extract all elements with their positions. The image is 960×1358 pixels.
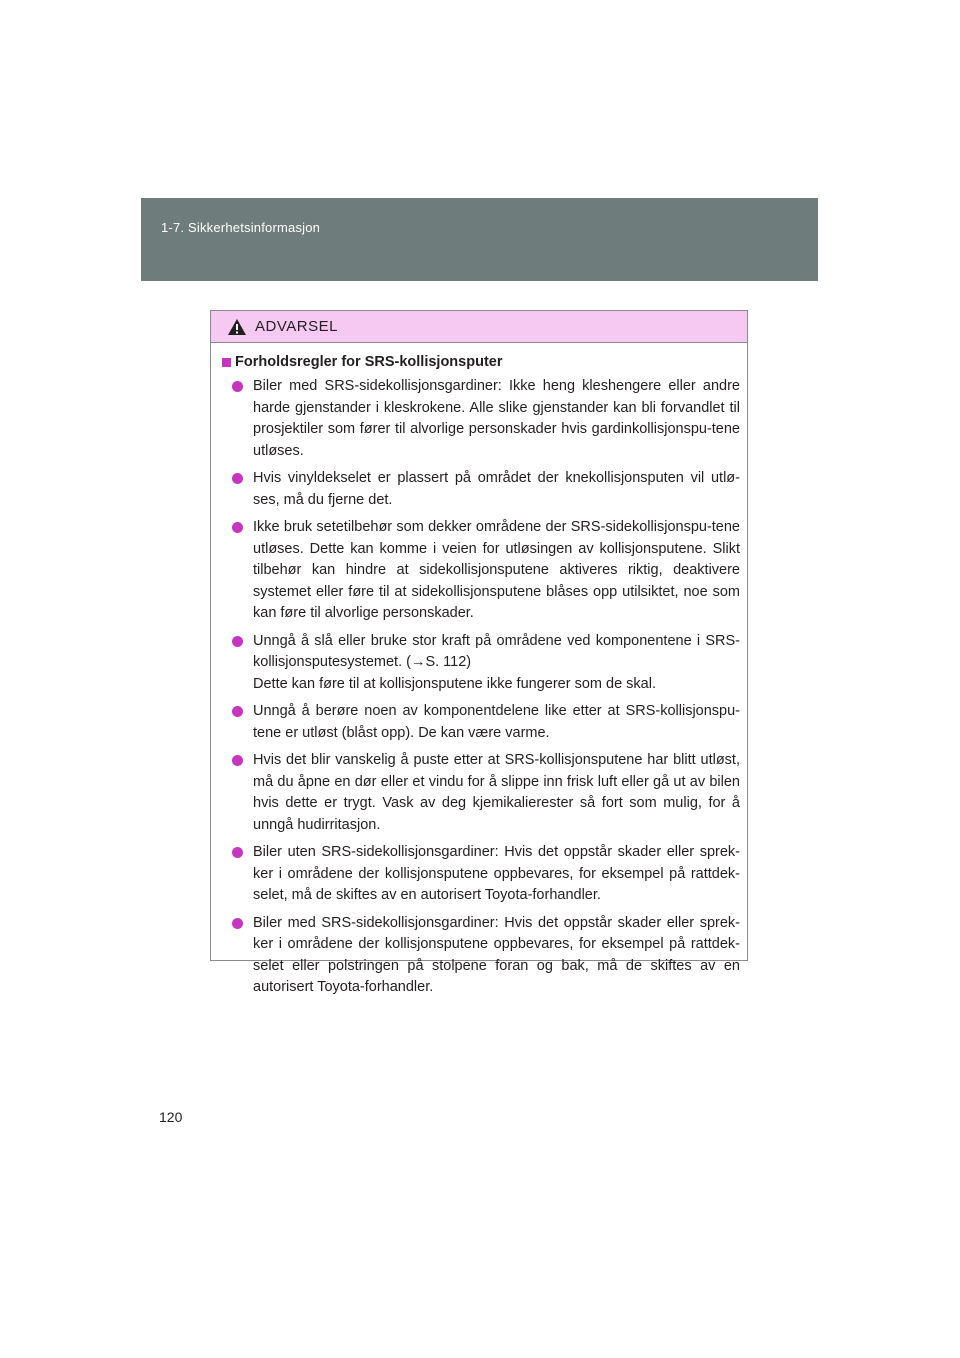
bullet-icon: [232, 636, 243, 647]
list-item-text: Hvis vinyldekselet er plassert på området der knekollisjonsputen vil utlø-ses, må du fjerne det.: [253, 470, 740, 508]
list-item: [232, 517, 740, 625]
subheading-text: Forholdsregler for SRS-kollisjonsputer: [235, 354, 503, 370]
bullet-icon: [232, 473, 243, 484]
list-item: [232, 631, 740, 696]
list-item-text: Biler uten SRS-sidekollisjonsgardiner: Hvis det oppstår skader eller sprek-ker i områdene der kollisjonsputene oppbevares, for eksempel på rattdek-selet, må de skiftes av en autorisert Toyota-forhandler.: [253, 844, 740, 903]
warning-header: [211, 311, 747, 343]
warning-body: [211, 343, 747, 999]
section-title: 1-7. Sikkerhetsinformasjon: [161, 220, 321, 235]
list-item-text: Biler med SRS-sidekollisjonsgardiner: Hvis det oppstår skader eller sprek-ker i områdene der kollisjonsputene oppbevares, for eksempel på rattdek-selet eller polstringen på stolpene foran og bak, må de skiftes av en autorisert Toyota-forhandler.: [253, 914, 740, 995]
bullet-icon: [232, 755, 243, 766]
warning-label: ADVARSEL: [255, 318, 338, 335]
bullet-icon: [232, 918, 243, 929]
list-item: [232, 468, 740, 511]
list-item-text: Hvis det blir vanskelig å puste etter at SRS-kollisjonsputene har blitt utløst, må du åpne en dør eller et vindu for å slippe inn frisk luft eller gå ut av bilen hvis dette er trygt. Vask av deg kjemikalierester så fort som mulig, for å unngå hudirritasjon.: [253, 752, 740, 833]
list-item: [232, 913, 740, 999]
list-item: [232, 376, 740, 462]
warning-triangle-icon: [227, 318, 247, 336]
warning-box: [210, 310, 748, 995]
bullet-icon: [232, 706, 243, 717]
bullet-icon: [232, 522, 243, 533]
list-item-text: Ikke bruk setetilbehør som dekker områdene der SRS-sidekollisjonspu-tene utløses. Dette kan komme i veien for utløsingen av kollisjonsputene. Slikt tilbehør kan hindre at sidekollisjonsputene aktiveres riktig, deaktivere systemet eller føre til at sidekollisjonsputene blåses opp utilsiktet, noe som kan føre til alvorlige personskader.: [253, 519, 740, 621]
bullet-icon: [232, 847, 243, 858]
list-item: [232, 750, 740, 836]
list-item: [232, 842, 740, 907]
bullet-icon: [232, 381, 243, 392]
list-item-text: Biler med SRS-sidekollisjonsgardiner: Ikke heng kleshengere eller andre harde gjenstander i kleskrokene. Alle slike gjenstander kan bli forvandlet til prosjektiler som fører til alvorlige personskader hvis gardinkollisjonspu-tene utløses.: [253, 378, 740, 459]
square-bullet-icon: [222, 358, 231, 367]
list-item-text: Unngå å berøre noen av komponentdelene like etter at SRS-kollisjonspu-tene er utløst (blåst opp). De kan være varme.: [253, 703, 740, 741]
list-item-text: Unngå å slå eller bruke stor kraft på områdene ved komponentene i SRS-kollisjonsputesystemet. (→S. 112): [253, 632, 740, 670]
section-header-band: [141, 198, 818, 281]
page-number: 120: [159, 1109, 183, 1125]
warning-subheading: [222, 354, 740, 370]
list-item: [232, 701, 740, 744]
list-item-note: Dette kan føre til at kollisjonsputene ikke fungerer som de skal.: [253, 675, 656, 692]
